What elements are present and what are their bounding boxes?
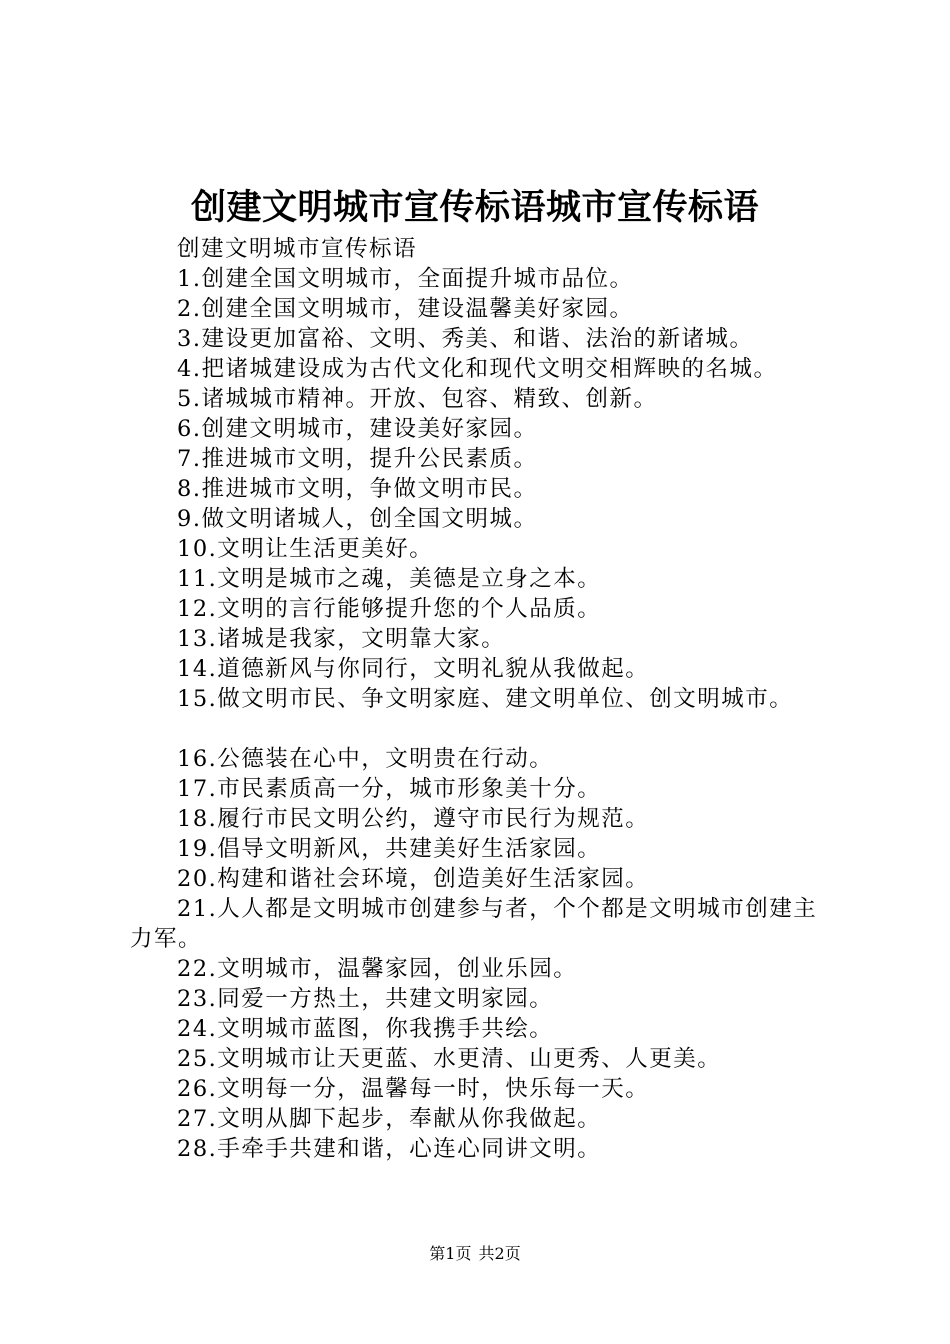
document-title: 创建文明城市宣传标语城市宣传标语 xyxy=(190,187,759,228)
slogan-item-8: 8.推进城市文明，争做文明市民。 xyxy=(177,476,538,502)
slogan-item-18: 18.履行市民文明公约，遵守市民行为规范。 xyxy=(177,806,650,832)
slogan-item-4: 4.把诸城建设成为古代文化和现代文明交相辉映的名城。 xyxy=(177,356,778,382)
slogan-item-23: 23.同爱一方热土，共建文明家园。 xyxy=(177,986,554,1012)
slogan-item-14: 14.道德新风与你同行，文明礼貌从我做起。 xyxy=(177,656,650,682)
slogan-item-7: 7.推进城市文明，提升公民素质。 xyxy=(177,446,538,472)
slogan-item-6: 6.创建文明城市，建设美好家园。 xyxy=(177,416,538,442)
slogan-item-3: 3.建设更加富裕、文明、秀美、和谐、法治的新诸城。 xyxy=(177,326,754,352)
slogan-item-13: 13.诸城是我家，文明靠大家。 xyxy=(177,626,506,652)
slogan-item-20: 20.构建和谐社会环境，创造美好生活家园。 xyxy=(177,866,650,892)
slogan-item-17: 17.市民素质高一分，城市形象美十分。 xyxy=(177,776,602,802)
slogan-item-19: 19.倡导文明新风，共建美好生活家园。 xyxy=(177,836,602,862)
slogan-item-5: 5.诸城城市精神。开放、包容、精致、创新。 xyxy=(177,386,658,412)
paragraph-gap xyxy=(130,714,835,744)
slogan-item-24: 24.文明城市蓝图，你我携手共绘。 xyxy=(177,1016,554,1042)
slogan-item-16: 16.公德装在心中，文明贵在行动。 xyxy=(177,746,554,772)
slogan-item-25: 25.文明城市让天更蓝、水更清、山更秀、人更美。 xyxy=(177,1046,722,1072)
slogan-item-21: 21.人人都是文明城市创建参与者，个个都是文明城市创建主力军。 xyxy=(130,896,818,952)
slogan-item-15: 15.做文明市民、争文明家庭、建文明单位、创文明城市。 xyxy=(177,686,794,712)
document-body xyxy=(130,234,835,1164)
slogan-item-2: 2.创建全国文明城市，建设温馨美好家园。 xyxy=(177,296,634,322)
slogan-item-28: 28.手牵手共建和谐，心连心同讲文明。 xyxy=(177,1136,602,1162)
slogan-item-22: 22.文明城市，温馨家园，创业乐园。 xyxy=(177,956,578,982)
slogan-item-9: 9.做文明诸城人，创全国文明城。 xyxy=(177,506,538,532)
slogan-item-26: 26.文明每一分，温馨每一时，快乐每一天。 xyxy=(177,1076,650,1102)
slogan-item-27: 27.文明从脚下起步，奉献从你我做起。 xyxy=(177,1106,602,1132)
slogan-item-10: 10.文明让生活更美好。 xyxy=(177,536,434,562)
slogan-item-12: 12.文明的言行能够提升您的个人品质。 xyxy=(177,596,602,622)
slogan-item-11: 11.文明是城市之魂，美德是立身之本。 xyxy=(177,566,602,592)
page-footer: 第1页 共2页 xyxy=(429,1244,521,1263)
slogan-item-1: 1.创建全国文明城市，全面提升城市品位。 xyxy=(177,266,634,292)
document-subtitle: 创建文明城市宣传标语 xyxy=(177,236,418,262)
